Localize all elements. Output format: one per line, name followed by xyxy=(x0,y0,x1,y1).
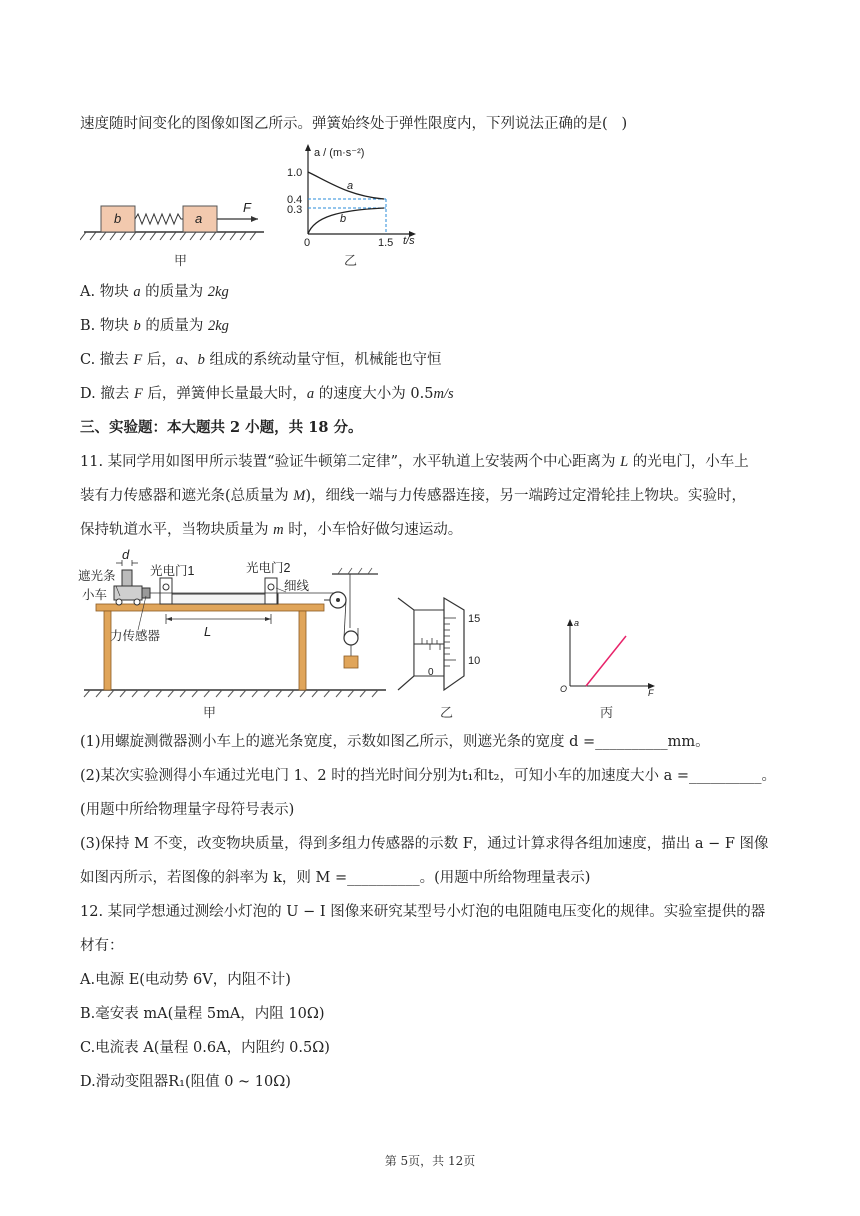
label-sensor: 力传感器 xyxy=(110,629,161,643)
label-xixian: 细线 xyxy=(284,579,310,593)
label-L: L xyxy=(204,624,212,639)
block-a-label: a xyxy=(195,211,203,226)
mic-0: 0 xyxy=(428,667,434,678)
q11-part-1: (1)用螺旋测微器测小车上的遮光条宽度，示数如图乙所示，则遮光条的宽度 d =__________mm。 xyxy=(80,734,710,750)
figure-yi-at-graph xyxy=(284,142,424,250)
q11-line-1: 11. 某同学用如图甲所示装置“验证牛顿第二定律”，水平轨道上安装两个中心距离为 L 的光电门，小车上 xyxy=(80,454,749,470)
photogate-2 xyxy=(265,578,277,604)
photogate-1 xyxy=(160,578,172,604)
q12-line-1: 12. 某同学想通过测绘小灯泡的 U − I 图像来研究某型号小灯泡的电阻随电压变化的规律。实验室提供的器 xyxy=(80,904,766,920)
label-xiaoche: 小车 xyxy=(82,588,108,602)
aF-line xyxy=(586,636,626,686)
y-axis-label: a / (m·s⁻²) xyxy=(314,147,365,159)
q12-item-c: C.电流表 A(量程 0.6A，内阻约 0.5Ω) xyxy=(80,1040,330,1056)
page-footer: 第 5页，共 12页 xyxy=(384,1154,476,1168)
q11-part-2b: (用题中所给物理量字母符号表示) xyxy=(80,802,295,818)
caption-yi-1: 乙 xyxy=(344,254,358,269)
option-d: D. 撤去 F 后，弹簧伸长量最大时，a 的速度大小为 0.5m/s xyxy=(80,386,454,402)
q11-line-3: 保持轨道水平，当物块质量为 m 时，小车恰好做匀速运动。 xyxy=(80,522,463,538)
mic-10: 10 xyxy=(468,655,481,667)
figure-aF-graph xyxy=(558,616,658,700)
tick-1.0: 1.0 xyxy=(287,167,303,179)
curve-a-label: a xyxy=(347,180,354,192)
tick-0: 0 xyxy=(304,237,311,249)
figure-apparatus xyxy=(76,548,392,700)
option-a: A. 物块 a 的质量为 2kg xyxy=(80,284,229,300)
caption-jia-1: 甲 xyxy=(174,254,188,269)
q12-item-a: A.电源 E(电动势 6V，内阻不计) xyxy=(80,972,291,988)
hanging-weight xyxy=(344,656,358,668)
force-label: F xyxy=(243,200,251,215)
q11-part-3b: 如图丙所示，若图像的斜率为 k，则 M =__________。(用题中所给物理量表示) xyxy=(80,870,591,886)
block-b-label: b xyxy=(114,211,122,226)
intro-line: 速度随时间变化的图像如图乙所示。弹簧始终处于弹性限度内，下列说法正确的是( ) xyxy=(80,116,628,132)
light-shield xyxy=(122,570,132,586)
curve-b-label: b xyxy=(340,213,347,225)
figure-jia-blocks xyxy=(80,190,280,245)
graph-a: a xyxy=(574,618,580,628)
curve-a xyxy=(308,172,384,199)
q12-item-d: D.滑动变阻器R₁(阻值 0 ~ 10Ω) xyxy=(80,1074,291,1090)
option-b: B. 物块 b 的质量为 2kg xyxy=(80,318,229,334)
graph-O: O xyxy=(560,684,568,694)
tick-1.5: 1.5 xyxy=(378,237,394,249)
spring xyxy=(135,214,183,224)
graph-F: F xyxy=(648,688,654,698)
cart xyxy=(114,586,142,600)
caption-bing: 丙 xyxy=(600,706,614,721)
section-heading: 三、实验题：本大题共 2 小题，共 18 分。 xyxy=(80,419,363,436)
caption-yi-2: 乙 xyxy=(440,706,454,721)
label-gate2: 光电门2 xyxy=(246,561,291,575)
tick-0.4: 0.4 xyxy=(287,194,303,206)
mic-15: 15 xyxy=(468,613,481,625)
q11-part-3: (3)保持 M 不变，改变物块质量，得到多组力传感器的示数 F，通过计算求得各组加速度，描出 a − F 图像 xyxy=(80,836,769,852)
q11-line-2: 装有力传感器和遮光条(总质量为 M)，细线一端与力传感器连接，另一端跨过定滑轮挂上物块。实验时， xyxy=(80,488,747,504)
label-d: d xyxy=(122,548,130,562)
figure-micrometer xyxy=(396,596,506,696)
caption-jia-2: 甲 xyxy=(203,706,217,721)
q12-line-2: 材有： xyxy=(80,938,124,954)
label-gate1: 光电门1 xyxy=(150,564,195,578)
tick-0.3: 0.3 xyxy=(287,204,303,216)
option-c: C. 撤去 F 后，a、b 组成的系统动量守恒，机械能也守恒 xyxy=(80,352,442,368)
label-zheguangtiao: 遮光条 xyxy=(78,569,116,583)
x-axis-label: t/s xyxy=(403,235,415,247)
q11-part-2: (2)某次实验测得小车通过光电门 1、2 时的挡光时间分别为t₁和t₂，可知小车的加速度大小 a =__________。 xyxy=(80,768,776,784)
q12-item-b: B.毫安表 mA(量程 5mA，内阻 10Ω) xyxy=(80,1006,325,1022)
